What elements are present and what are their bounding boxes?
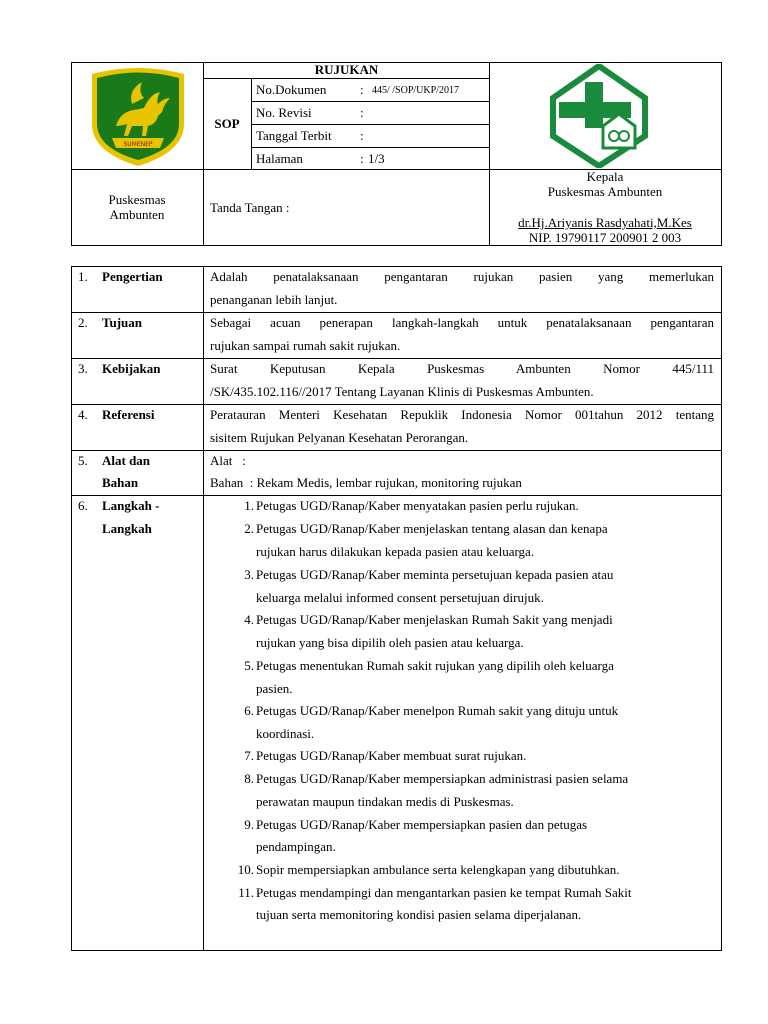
revision-label: No. Revisi	[256, 105, 312, 120]
puskesmas-cross-logo	[545, 64, 653, 168]
section-1-title: Pengertian	[102, 269, 163, 284]
section-3-number: 3.	[78, 361, 88, 376]
logo-ribbon-text: SUMENEP	[123, 141, 153, 148]
signature-label: Tanda Tangan :	[210, 200, 290, 215]
head-nip: NIP. 19790117 200901 2 003	[528, 230, 682, 245]
doc-title: RUJUKAN	[314, 62, 379, 77]
section-5-line-1: Alat :	[210, 453, 246, 468]
section-1-line-1: Adalah penatalaksanaan pengantaran rujukan pasien yang memerlukan	[210, 269, 714, 284]
section-2-line-1: Sebagai acuan penerapan langkah-langkah untuk penatalaksanaan pengantaran	[210, 315, 714, 330]
section-2-title: Tujuan	[102, 315, 142, 330]
section-5-title-line2: Bahan	[102, 475, 139, 490]
section-6-number: 6.	[78, 498, 88, 513]
head-title-line1: Kepala	[586, 169, 624, 184]
org-name-line1: Puskesmas	[108, 192, 166, 207]
revision-sep: :	[360, 105, 364, 120]
section-6-title-line1: Langkah -	[102, 498, 160, 513]
section-5-number: 5.	[78, 453, 88, 468]
section-1-number: 1.	[78, 269, 88, 284]
section-3-line-2: /SK/435.102.116//2017 Tentang Layanan Klinis di Puskesmas Ambunten.	[210, 384, 594, 399]
section-4-line-2: sisitem Rujukan Pelyanan Kesehatan Perorangan.	[210, 430, 469, 445]
issue-date-label: Tanggal Terbit	[256, 128, 332, 143]
section-2-number: 2.	[78, 315, 88, 330]
section-6-title-line2: Langkah	[102, 521, 152, 536]
org-name-line2: Ambunten	[109, 207, 165, 222]
section-3-title: Kebijakan	[102, 361, 161, 376]
section-1-line-2: penanganan lebih lanjut.	[210, 292, 338, 307]
section-4-line-1: Peratauran Menteri Kesehatan Repuklik Indonesia Nomor 001tahun 2012 tentang	[210, 407, 714, 422]
section-2-line-2: rujukan sampai rumah sakit rujukan.	[210, 338, 401, 353]
doc-number-label: No.Dokumen	[256, 82, 327, 97]
head-name: dr.Hj.Ariyanis Rasdyahati,M.Kes	[518, 215, 692, 230]
section-4-number: 4.	[78, 407, 88, 422]
issue-date-sep: :	[360, 128, 364, 143]
section-4-title: Referensi	[102, 407, 155, 422]
section-5-title-line1: Alat dan	[102, 453, 151, 468]
doc-number-value: 445/ /SOP/UKP/2017	[372, 85, 459, 96]
section-5-line-2: Bahan : Rekam Medis, lembar rujukan, monitoring rujukan	[210, 475, 522, 490]
page-sep: :	[360, 151, 364, 166]
section-3-line-1: Surat Keputusan Kepala Puskesmas Ambunten Nomor 445/111	[210, 361, 714, 376]
doc-number-sep: :	[360, 82, 364, 97]
sop-label: SOP	[214, 116, 240, 131]
head-title-line2: Puskesmas Ambunten	[547, 184, 663, 199]
page-value: 1/3	[368, 151, 385, 166]
page-label: Halaman	[256, 151, 303, 166]
puskesmas-sumenep-logo	[86, 64, 190, 168]
